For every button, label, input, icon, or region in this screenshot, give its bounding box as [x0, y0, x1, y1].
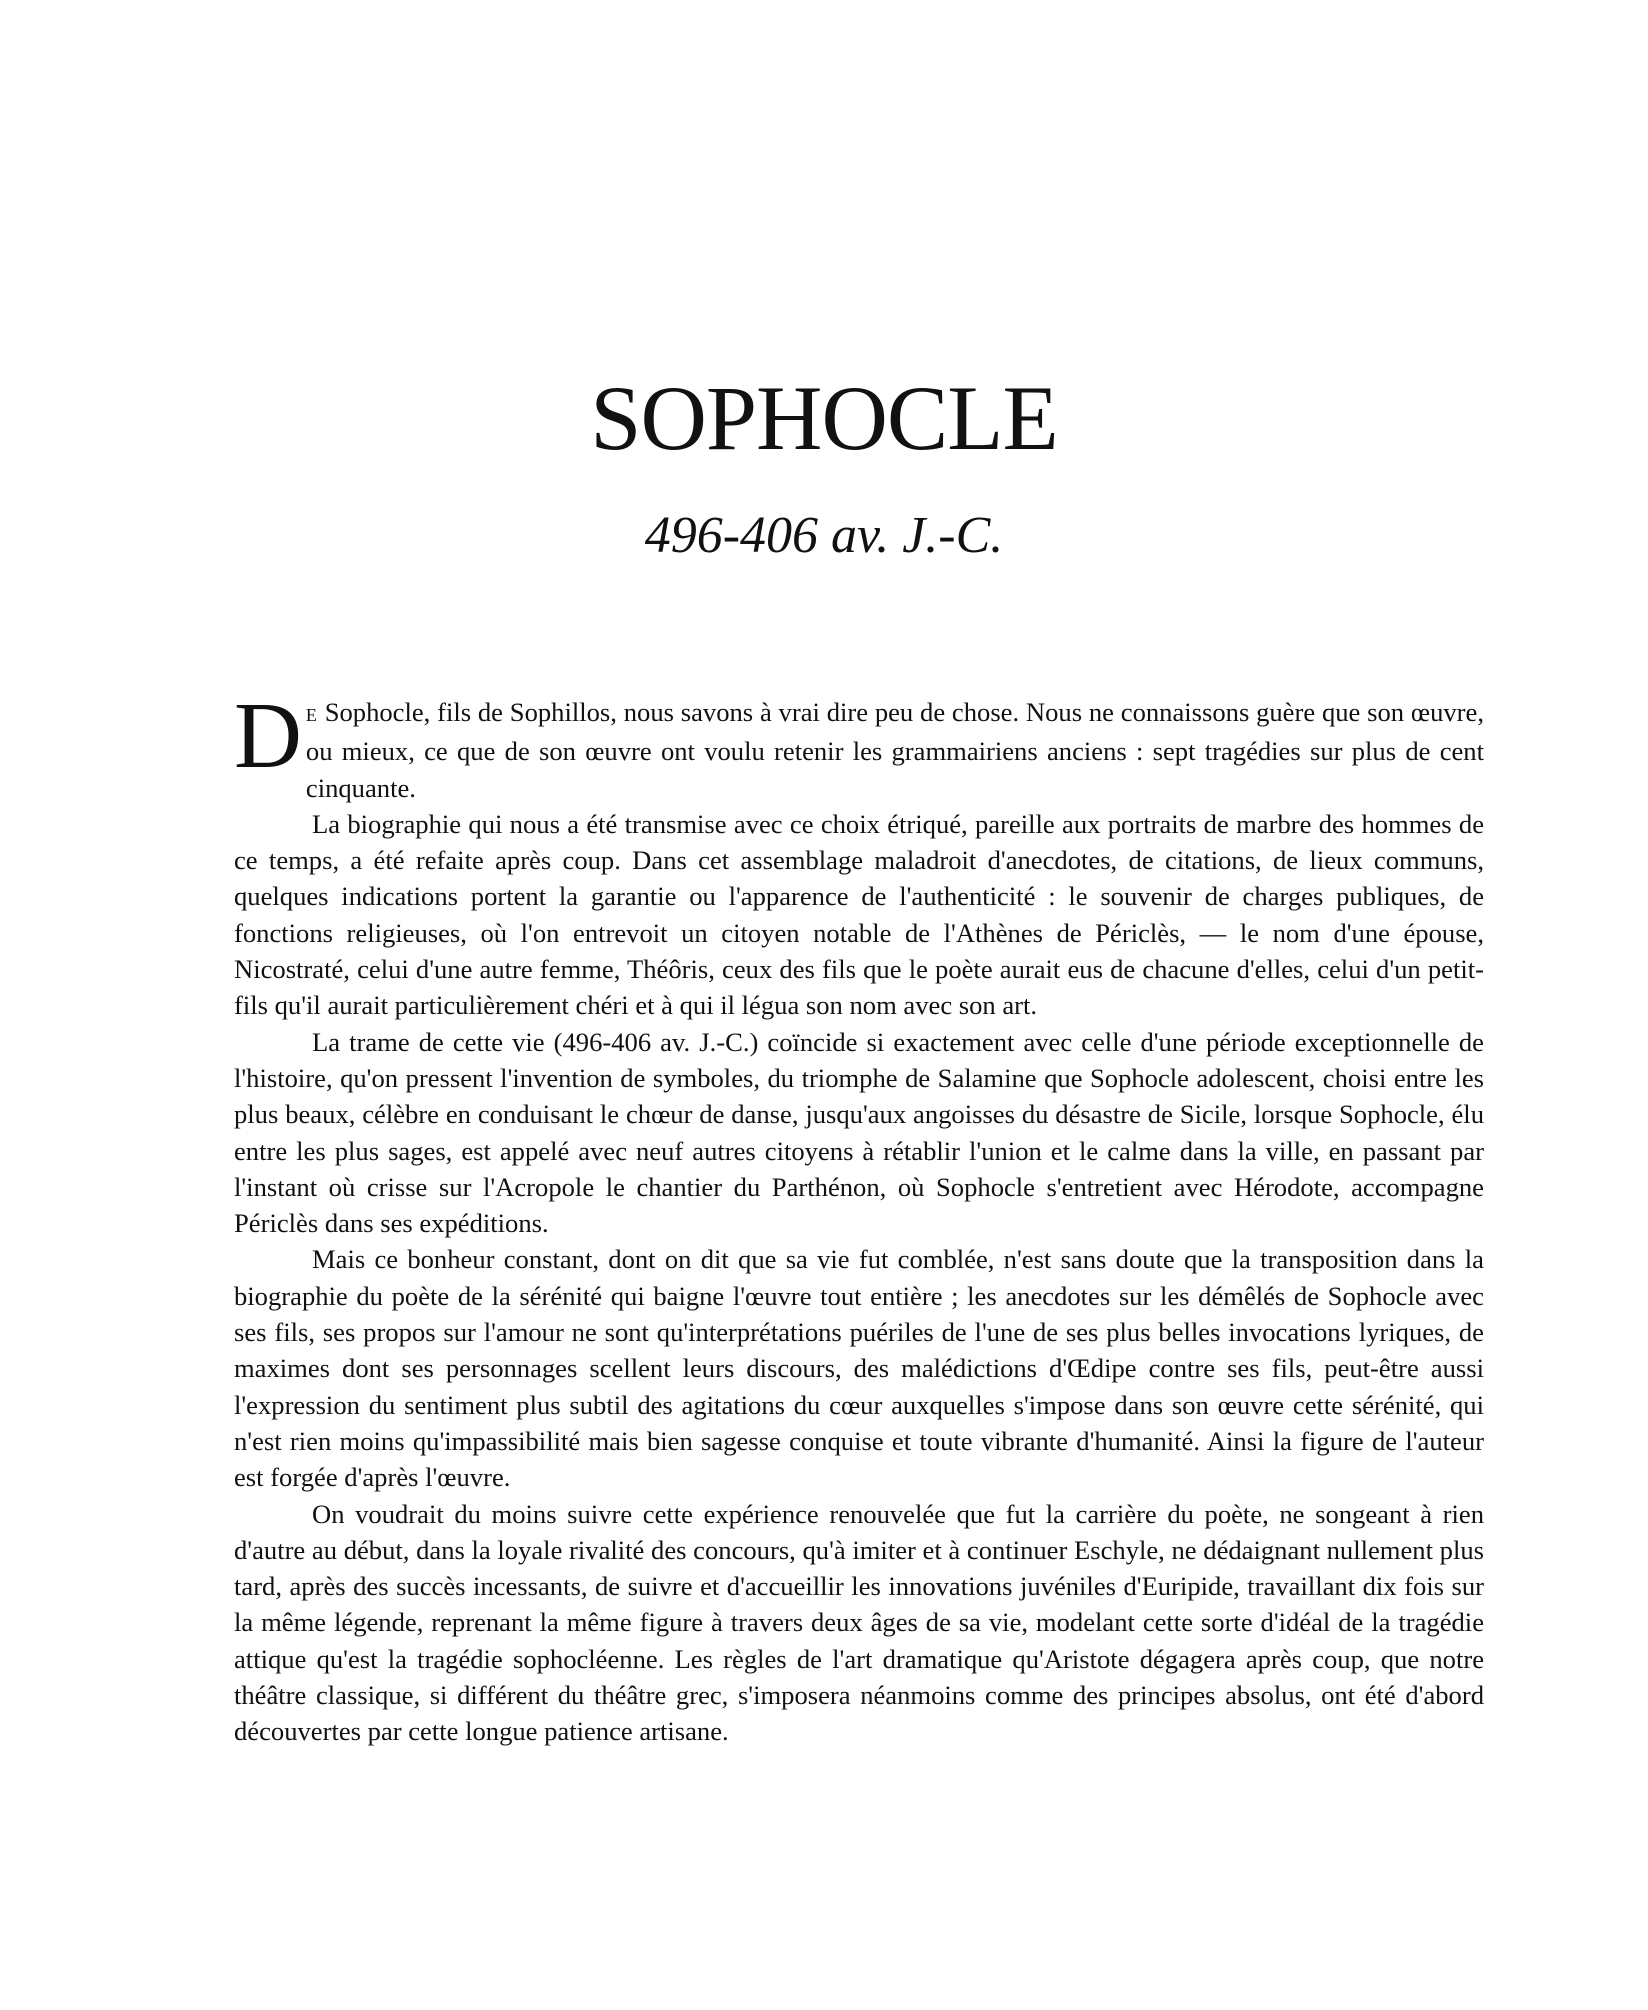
paragraph-4: Mais ce bonheur constant, dont on dit que sa vie fut comblée, n'est sans doute que la transposition dans la biographie du poète de la sérénité qui baigne l'œuvre tout entière ; les anecdotes sur les démêlés de Sophocle avec ses fils, ses propos sur l'amour ne sont qu'interprétations puériles de l'une de ses plus belles invocations lyriques, de maximes dont ses personnages scellent leurs discours, des malédictions d'Œdipe contre ses fils, peut-être aussi l'expression du sentiment plus subtil des agitations du cœur auxquelles s'impose dans son œuvre cette sérénité, qui n'est rien moins qu'impassibilité mais bien sagesse conquise et toute vibrante d'humanité. Ainsi la figure de l'auteur est forgée d'après l'œuvre. [234, 1244, 1484, 1493]
paragraph-1 [234, 684, 1484, 806]
article-body [234, 684, 1484, 1750]
first-word-small-caps: E [305, 705, 318, 725]
drop-cap: D [234, 684, 302, 788]
paragraph-2: La biographie qui nous a été transmise avec ce choix étriqué, pareille aux portraits de marbre des hommes de ce temps, a été refaite après coup. Dans cet assemblage maladroit d'anecdotes, de citations, de lieux communs, quelques indications portent la garantie ou l'apparence de l'authenticité : le souvenir de charges publiques, de fonctions religieuses, où l'on entrevoit un citoyen notable de l'Athènes de Périclès, — le nom d'une épouse, Nicostraté, celui d'une autre femme, Théôris, ceux des fils que le poète aurait eus de chacune d'elles, celui d'un petit-fils qu'il aurait particulièrement chéri et à qui il légua son nom avec son art. [234, 808, 1484, 1021]
paragraph-3: La trame de cette vie (496-406 av. J.-C.) coïncide si exactement avec celle d'une période exceptionnelle de l'histoire, qu'on pressent l'invention de symboles, du triomphe de Salamine que Sophocle adolescent, choisi entre les plus beaux, célèbre en conduisant le chœur de danse, jusqu'aux angoisses du désastre de Sicile, lorsque Sophocle, élu entre les plus sages, est appelé avec neuf autres citoyens à rétablir l'union et le calme dans la ville, en passant par l'instant où crisse sur l'Acropole le chantier du Parthénon, où Sophocle s'entretient avec Hérodote, accompagne Périclès dans ses expéditions. [234, 1026, 1484, 1239]
author-dates: 496-406 av. J.-C. [644, 507, 1004, 564]
page-title: SOPHOCLE [590, 367, 1058, 469]
paragraph-1-text: Sophocle, fils de Sophillos, nous savons à vrai dire peu de chose. Nous ne connaissons guère que son œuvre, ou mieux, ce que de son œuvre ont voulu retenir les grammairiens anciens : sept tragédies sur plus de cent cinquante. [305, 697, 1484, 803]
paragraph-5: On voudrait du moins suivre cette expérience renouvelée que fut la carrière du poète, ne songeant à rien d'autre au début, dans la loyale rivalité des concours, qu'à imiter et à continuer Eschyle, ne dédaignant nullement plus tard, après des succès incessants, de suivre et d'accueillir les innovations juvéniles d'Euripide, travaillant dix fois sur la même légende, reprenant la même figure à travers deux âges de sa vie, modelant cette sorte d'idéal de la tragédie attique qu'est la tragédie sophocléenne. Les règles de l'art dramatique qu'Aristote dégagera après coup, que notre théâtre classique, si différent du théâtre grec, s'imposera néanmoins comme des principes absolus, ont été d'abord découvertes par cette longue patience artisane. [234, 1498, 1484, 1747]
